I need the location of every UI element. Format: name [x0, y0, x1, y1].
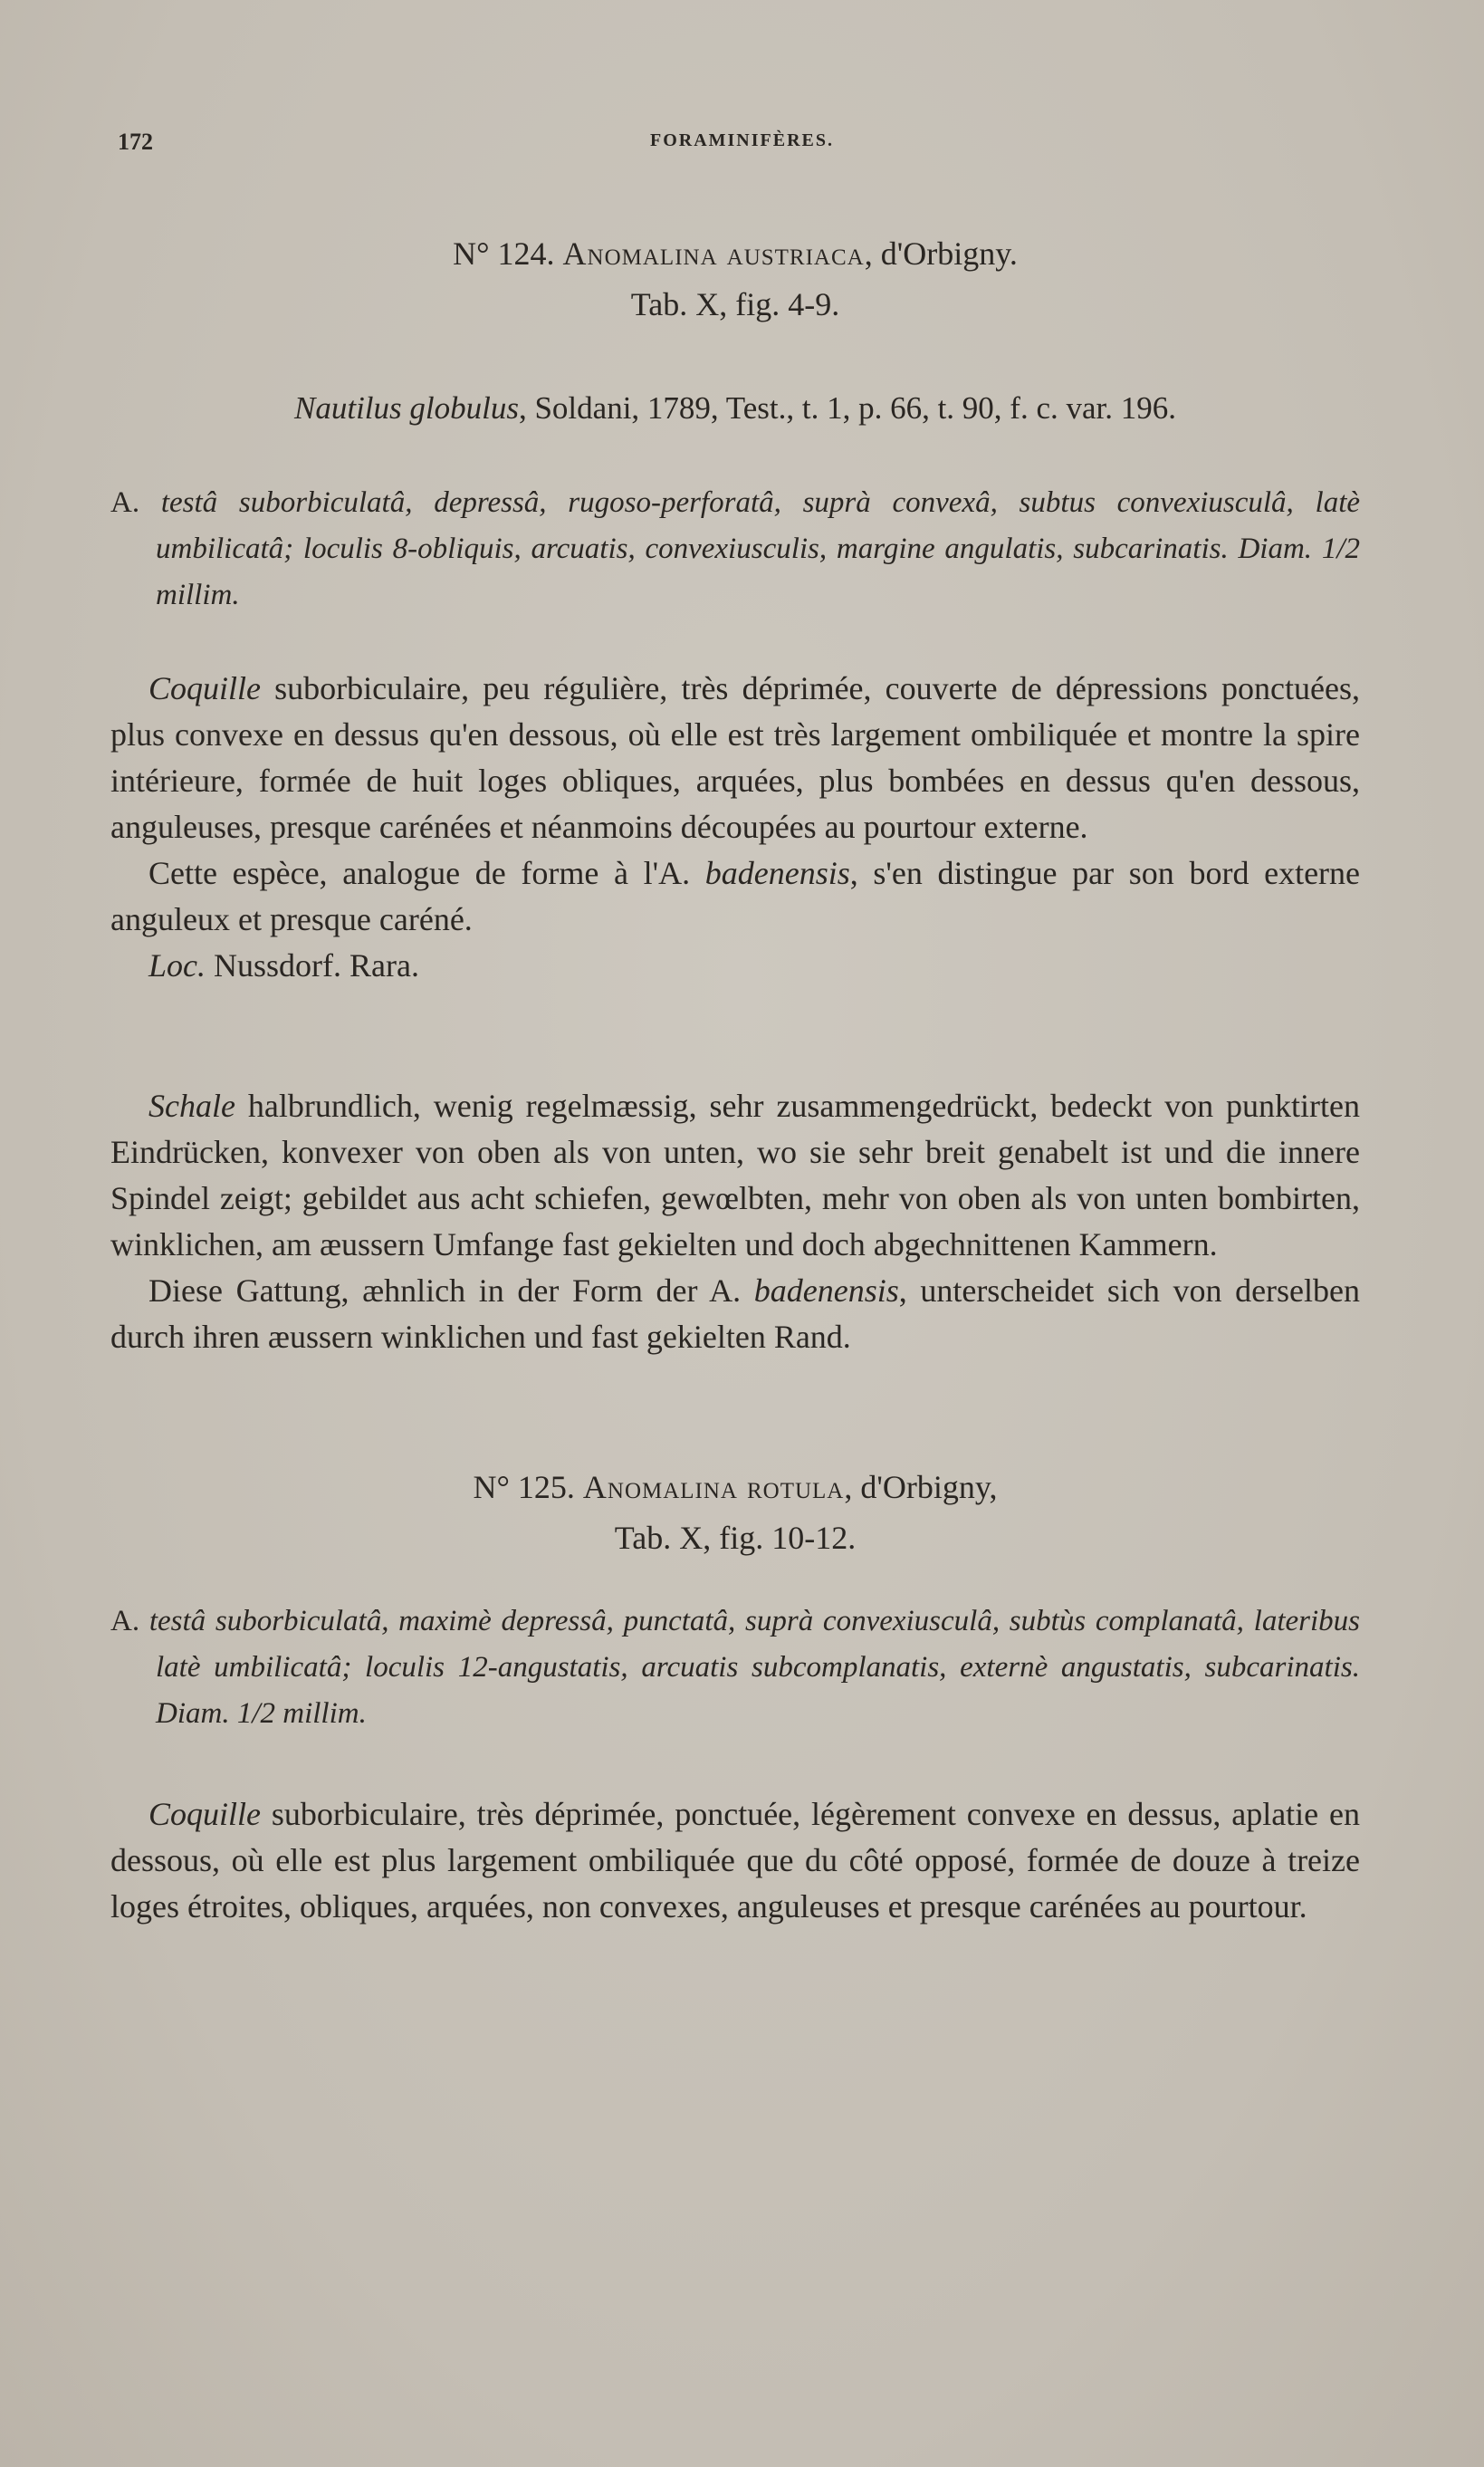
fr-remark-a: Cette espèce, analogue de forme à l'A. — [148, 855, 705, 891]
plate-reference: Tab. X, fig. 4-9. — [630, 286, 840, 322]
fr-remark-b: , s'en distingue par son bord externe anguleux et presque caréné. — [110, 855, 1361, 937]
locality-lead: Loc. — [148, 947, 206, 984]
species-name: Anomalina austriaca — [562, 235, 865, 272]
synonymy — [110, 385, 1360, 431]
latin-lead: A. — [110, 1605, 140, 1637]
latin-text: testâ suborbiculatâ, depressâ, rugoso-perforatâ, suprà convexâ, subtus convexiusculâ, latè umbilicatâ; loculis 8-obliquis, arcuatis, convexiusculis, margine angulatis, subcarinatis. Diam. 1/2 millim. — [156, 486, 1361, 611]
entry-125-heading — [110, 1462, 1360, 1563]
latin-diagnosis-124 — [110, 480, 1360, 619]
page-header — [118, 129, 1366, 165]
latin-lead: A. — [110, 486, 140, 519]
french-description-125 — [110, 1791, 1360, 1930]
species-title — [110, 1462, 1360, 1512]
de-remark-b: , unterscheidet sich von derselben durch ihren æussern winklichen und fast gekielten Rand. — [110, 1272, 1360, 1355]
species-name: Anomalina rotula — [582, 1469, 845, 1505]
de-text: halbrundlich, wenig regelmæssig, sehr zusammengedrückt, bedeckt von punktirten Eindrücken, konvexer von oben als von unten, wo sie sehr breit genabelt ist und die innere Spindel zeigt; gebildet aus acht schiefen, gewœlbten, mehr von oben als von unten bombirten, winklichen, am æussern Umfange fast gekielten und doch abgechnittenen Kammern. — [110, 1088, 1360, 1262]
latin-diagnosis-125 — [110, 1598, 1360, 1737]
synonym-citation: , Soldani, 1789, Test., t. 1, p. 66, t. 90, f. c. var. 196. — [518, 390, 1176, 426]
de-lead: Schale — [148, 1088, 235, 1124]
latin-text: testâ suborbiculatâ, maximè depressâ, punctatâ, suprà convexiusculâ, subtùs complanatâ, lateribus latè umbilicatâ; loculis 12-angustatis, arcuatis subcomplanatis, externè angustatis, subcarinatis. Diam. 1/2 millim. — [148, 1605, 1360, 1730]
species-number: N° 124. — [453, 235, 555, 272]
locality-text: Nussdorf. Rara. — [206, 947, 419, 984]
german-description-124 — [110, 1083, 1360, 1360]
fr-lead: Coquille — [148, 670, 261, 706]
species-number: N° 125. — [473, 1469, 575, 1505]
fr-lead: Coquille — [148, 1796, 261, 1832]
de-remark-italic: badenensis — [753, 1272, 899, 1309]
page-number: 172 — [118, 129, 153, 155]
plate-reference: Tab. X, fig. 10-12. — [614, 1520, 857, 1556]
fr-text: suborbiculaire, peu régulière, très déprimée, couverte de dépressions ponctuées, plus convexe en dessus qu'en dessous, où elle est très largement ombiliquée et montre la spire intérieure, formée de huit loges obliques, arquées, plus bombées en dessus qu'en dessous, anguleuses, presque carénées et néanmoins découpées au pourtour externe. — [110, 670, 1360, 845]
species-author: , d'Orbigny, — [844, 1469, 998, 1505]
entry-124-heading — [110, 228, 1360, 330]
running-head: FORAMINIFÈRES. — [649, 130, 834, 150]
fr-remark-italic: badenensis — [704, 855, 850, 891]
species-title — [110, 228, 1360, 279]
fr-text: suborbiculaire, très déprimée, ponctuée, légèrement convexe en dessus, aplatie en dessous, où elle est plus largement ombiliquée que du côté opposé, formée de douze à treize loges étroites, obliques, arquées, non convexes, anguleuses et presque carénées au pourtour. — [110, 1796, 1360, 1925]
french-description-124 — [110, 666, 1360, 989]
synonym-name: Nautilus globulus — [294, 390, 519, 426]
de-remark-a: Diese Gattung, æhnlich in der Form der A. — [148, 1272, 754, 1309]
species-author: , d'Orbigny. — [864, 235, 1018, 272]
